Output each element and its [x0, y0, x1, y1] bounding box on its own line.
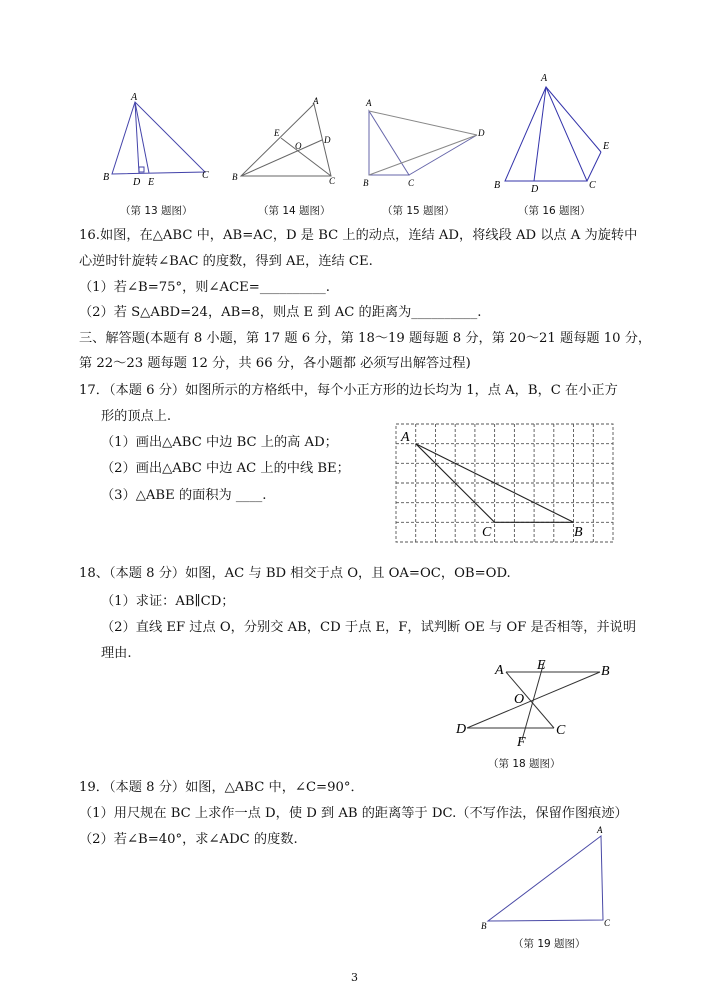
figure-17-grid: [390, 418, 620, 548]
point-label-a: A: [495, 663, 504, 678]
q19-line-1: 19．（本题 8 分）如图，△ABC 中，∠C=90°．: [79, 780, 364, 795]
point-label-a: A: [597, 825, 603, 835]
point-label-b: B: [481, 921, 487, 931]
q19-part-2: （2）若∠B=40°，求∠ADC 的度数.: [79, 832, 298, 847]
figure-13: [95, 90, 225, 190]
q18-part-2: （2）直线 EF 过点 O，分别交 AB，CD 于点 E，F，试判断 OE 与 OF 是否相等，并说明: [101, 620, 637, 635]
point-label-b: B: [363, 178, 369, 188]
figure-18: [450, 652, 620, 752]
point-label-d: D: [456, 722, 467, 737]
point-label-e: E: [148, 177, 155, 188]
figure-15: [360, 96, 490, 188]
q16-line-1: 16.如图，在△ABC 中，AB=AC，D 是 BC 上的动点，连结 AD，将线段 AD 以点 A 为旋转中: [79, 228, 638, 243]
point-label-b: B: [232, 172, 238, 182]
page-number: 3: [351, 971, 358, 984]
figure-13-caption: （第 13 题图）: [120, 205, 193, 217]
q18-part-1: （1）求证：AB∥CD；: [101, 594, 235, 609]
figure-15-caption: （第 15 题图）: [382, 205, 455, 217]
q16-line-2: 心逆时针旋转∠BAC 的度数，得到 AE，连结 CE.: [79, 254, 373, 269]
point-label-a: A: [401, 430, 410, 445]
q19-part-1: （1）用尺规在 BC 上求作一点 D，使 D 到 AB 的距离等于 DC.（不写作法，保留作图痕迹）: [79, 806, 628, 821]
point-label-c: C: [482, 525, 492, 540]
figure-16-caption: （第 16 题图）: [518, 205, 591, 217]
point-label-f: F: [517, 735, 526, 750]
figure-16: [488, 72, 618, 194]
figure-19: [476, 822, 626, 932]
figure-19-caption: （第 19 题图）: [513, 938, 586, 950]
point-label-o: O: [514, 692, 525, 707]
point-label-a: A: [541, 73, 548, 84]
point-label-d: D: [324, 135, 331, 145]
point-label-d: D: [478, 128, 485, 138]
q18-part-2-cont: 理由.: [101, 646, 132, 661]
point-label-c: C: [202, 170, 209, 181]
point-label-e: E: [603, 141, 610, 152]
point-label-a: A: [131, 92, 138, 103]
point-label-e: E: [537, 658, 546, 673]
point-label-d: D: [531, 184, 539, 195]
point-label-c: C: [589, 180, 596, 191]
figure-14-caption: （第 14 题图）: [258, 205, 331, 217]
point-label-b: B: [494, 180, 501, 191]
q17-part-2: （2）画出△ABC 中边 AC 上的中线 BE；: [101, 461, 350, 476]
point-label-c: C: [408, 178, 415, 188]
q17-line-1: 17．（本题 6 分）如图所示的方格纸中，每个小正方形的边长均为 1，点 A，B，C 在小正方: [79, 383, 618, 398]
section-3-line-1: 三、解答题(本题有 8 小题，第 17 题 6 分，第 18～19 题每题 8 分，第 20～21 题每题 10 分，: [79, 331, 652, 346]
figure-18-caption: （第 18 题图）: [488, 758, 561, 770]
point-label-c: C: [329, 176, 336, 186]
q16-part-1: （1）若∠B=75°，则∠ACE=__________.: [79, 280, 330, 295]
point-label-c: C: [556, 723, 566, 738]
q17-part-3: （3）△ABE 的面积为 ____.: [101, 488, 267, 503]
q16-part-2: （2）若 S△ABD=24，AB=8，则点 E 到 AC 的距离为__________.: [79, 305, 482, 320]
point-label-a: A: [313, 96, 319, 106]
q18-line-1: 18、（本题 8 分）如图，AC 与 BD 相交于点 O，且 OA=OC，OB=OD.: [79, 566, 511, 581]
point-label-b: B: [601, 664, 610, 679]
point-label-b: B: [103, 172, 110, 183]
figure-14: [228, 98, 348, 188]
point-label-b: B: [574, 525, 583, 540]
q17-part-1: （1）画出△ABC 中边 BC 上的高 AD；: [101, 435, 338, 450]
point-label-a: A: [366, 98, 372, 108]
point-label-c: C: [604, 918, 611, 928]
point-label-e: E: [274, 128, 280, 138]
point-label-d: D: [133, 177, 141, 188]
point-label-o: O: [295, 141, 302, 151]
q17-line-2: 形的顶点上.: [101, 409, 172, 424]
section-3-line-2: 第 22～23 题每题 12 分，共 66 分，各小题都 必须写出解答过程): [79, 356, 471, 371]
